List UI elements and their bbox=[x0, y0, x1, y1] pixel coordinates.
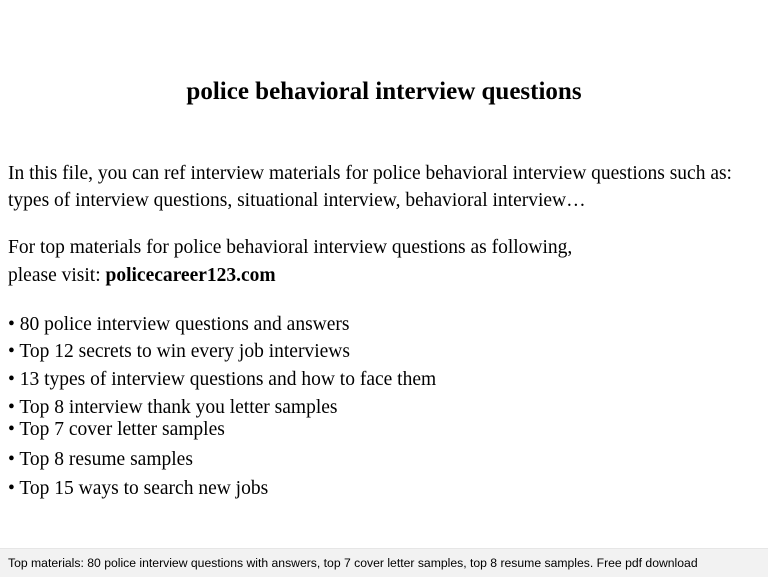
intro-paragraph: In this file, you can ref interview materials for police behavioral interview questions such as: types of interview questions, situational interview, behavioral interview… bbox=[8, 163, 732, 211]
footer-text: Top materials: 80 police interview questions with answers, top 7 cover letter samples, top 8 resume samples. Free pdf download bbox=[8, 556, 698, 570]
list-item: • 80 police interview questions and answers bbox=[8, 314, 350, 335]
list-item: • Top 15 ways to search new jobs bbox=[8, 478, 269, 499]
list-item: • 13 types of interview questions and how to face them bbox=[8, 369, 437, 390]
list-item: • Top 7 cover letter samples bbox=[8, 419, 225, 440]
list-item: • Top 8 resume samples bbox=[8, 449, 193, 470]
footer-bar bbox=[0, 548, 768, 577]
visit-prefix: please visit: bbox=[8, 265, 106, 286]
visit-paragraph bbox=[8, 234, 763, 290]
visit-line-2 bbox=[8, 262, 763, 290]
list-item: • Top 8 interview thank you letter samples bbox=[8, 397, 338, 418]
visit-line-1: For top materials for police behavioral interview questions as following, bbox=[8, 237, 573, 258]
slide-title: police behavioral interview questions bbox=[186, 78, 582, 105]
website-link[interactable]: policecareer123.com bbox=[105, 265, 276, 286]
list-item: • Top 12 secrets to win every job interviews bbox=[8, 341, 350, 362]
